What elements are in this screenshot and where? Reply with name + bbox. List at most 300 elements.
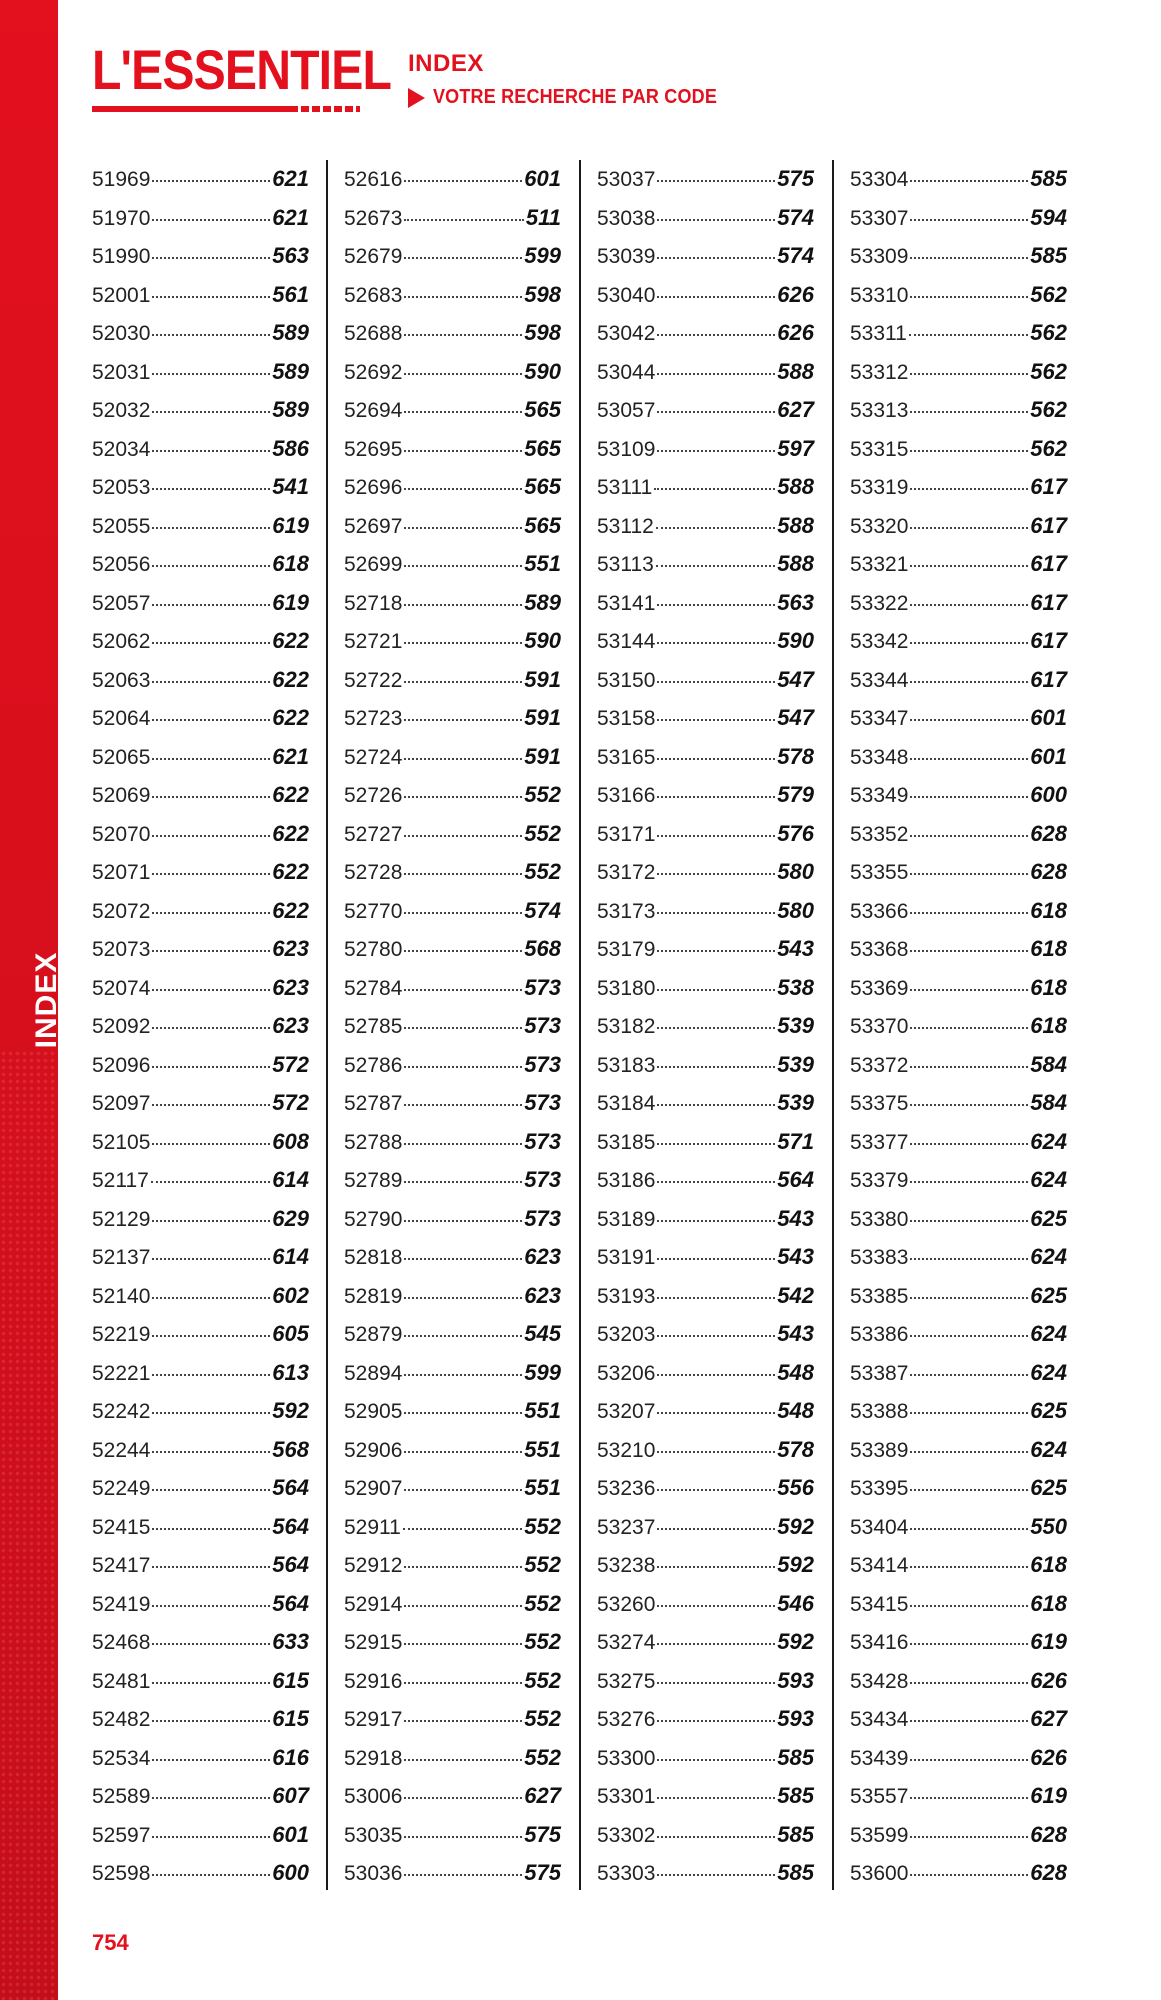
index-row (92, 1277, 309, 1316)
index-row (344, 314, 561, 353)
dot-leader (910, 1552, 1028, 1568)
dot-leader (910, 436, 1028, 452)
dot-leader (910, 1437, 1028, 1453)
dot-leader (152, 359, 270, 375)
index-code: 53310 (850, 283, 909, 307)
index-page: 584 (1030, 1051, 1067, 1077)
dot-leader (404, 397, 522, 413)
index-row (850, 930, 1067, 969)
index-code: 53414 (850, 1554, 909, 1577)
index-page: 624 (1030, 1436, 1067, 1462)
index-page: 551 (524, 1398, 561, 1423)
dot-leader (657, 975, 775, 991)
index-row (850, 1315, 1067, 1354)
index-page: 624 (1030, 1128, 1067, 1154)
index-row (344, 545, 561, 584)
index-page: 574 (777, 243, 814, 268)
column-separator (579, 160, 581, 1890)
index-page: 547 (777, 705, 814, 730)
index-row (850, 969, 1067, 1008)
index-code: 51990 (92, 245, 151, 268)
dot-leader (152, 936, 270, 952)
dot-leader (404, 205, 524, 221)
index-row (344, 892, 561, 931)
index-page: 592 (777, 1552, 814, 1577)
column-separator (832, 160, 834, 1890)
dot-leader (910, 1283, 1028, 1299)
index-page: 561 (272, 281, 309, 307)
index-row (344, 353, 561, 392)
index-row (344, 738, 561, 777)
index-page: 617 (1030, 589, 1067, 615)
index-code: 52034 (92, 437, 151, 461)
dot-leader (404, 628, 522, 644)
index-row (597, 776, 814, 815)
index-code: 52789 (344, 1169, 403, 1192)
index-row (344, 1046, 561, 1085)
index-page: 622 (272, 666, 309, 692)
index-row (92, 545, 309, 584)
dot-leader (657, 782, 775, 798)
logo-underline (92, 106, 360, 112)
index-row (597, 353, 814, 392)
index-page: 623 (524, 1244, 561, 1269)
index-row (92, 237, 309, 276)
index-row (597, 314, 814, 353)
dot-leader (657, 205, 775, 221)
dot-leader (152, 859, 270, 875)
dot-leader (404, 513, 522, 529)
index-row (344, 622, 561, 661)
index-code: 52722 (344, 668, 403, 692)
dot-leader (152, 898, 270, 914)
index-row (344, 276, 561, 315)
index-code: 51969 (92, 168, 151, 191)
index-page: 590 (524, 628, 561, 653)
dot-leader (404, 744, 522, 760)
index-page: 594 (1030, 204, 1067, 230)
index-row (850, 160, 1067, 199)
index-page: 543 (777, 936, 814, 961)
index-code: 53366 (850, 899, 909, 923)
index-code: 52723 (344, 707, 403, 730)
index-row (850, 199, 1067, 238)
dot-leader (910, 1013, 1028, 1029)
dot-leader (657, 898, 775, 914)
dot-leader (657, 1552, 775, 1568)
index-row (344, 1623, 561, 1662)
index-row (344, 468, 561, 507)
index-code: 52916 (344, 1669, 403, 1693)
index-page: 592 (272, 1398, 309, 1423)
index-code: 53111 (597, 476, 653, 499)
index-row (850, 622, 1067, 661)
index-code: 53191 (597, 1246, 656, 1269)
index-code: 53428 (850, 1669, 909, 1693)
index-row (597, 1739, 814, 1778)
index-page: 585 (777, 1860, 814, 1885)
index-row (92, 1662, 309, 1701)
index-code: 53311 (850, 322, 907, 345)
index-page: 602 (272, 1282, 309, 1308)
index-code: 53035 (344, 1823, 403, 1847)
index-page: 623 (272, 1013, 309, 1038)
index-code: 52092 (92, 1015, 151, 1038)
index-page: 543 (777, 1244, 814, 1269)
index-code: 53379 (850, 1169, 909, 1192)
dot-leader (152, 320, 270, 336)
index-row (92, 1084, 309, 1123)
dot-leader (404, 166, 522, 182)
index-code: 52468 (92, 1631, 151, 1654)
index-page: 564 (777, 1167, 814, 1192)
index-page: 539 (777, 1090, 814, 1115)
index-row (597, 815, 814, 854)
index-code: 52879 (344, 1323, 403, 1346)
dot-leader (910, 1167, 1028, 1183)
index-row (92, 661, 309, 700)
index-code: 52221 (92, 1361, 151, 1385)
dot-leader (152, 166, 270, 182)
index-code: 52694 (344, 399, 403, 422)
dot-leader (152, 821, 270, 837)
index-code: 52784 (344, 976, 403, 1000)
index-code: 52727 (344, 822, 403, 846)
index-page: 590 (524, 358, 561, 384)
index-code: 53313 (850, 399, 909, 422)
index-row (597, 1123, 814, 1162)
index-code: 53383 (850, 1246, 909, 1269)
index-row (597, 1238, 814, 1277)
dot-leader (404, 474, 522, 490)
index-row (850, 1662, 1067, 1701)
index-code: 53189 (597, 1207, 656, 1231)
index-code: 52096 (92, 1053, 151, 1077)
index-page: 601 (272, 1821, 309, 1847)
dot-leader (657, 590, 775, 606)
index-code: 52482 (92, 1708, 151, 1731)
dot-leader (404, 705, 522, 721)
index-code: 52683 (344, 283, 403, 307)
index-code: 52140 (92, 1284, 151, 1308)
dot-leader (910, 628, 1028, 644)
index-page: 621 (272, 743, 309, 769)
dot-leader (152, 1783, 270, 1799)
index-code: 53038 (597, 206, 656, 230)
index-row (92, 853, 309, 892)
index-page: 574 (777, 204, 814, 230)
index-row (344, 1084, 561, 1123)
index-page: 575 (777, 166, 814, 191)
index-page: 588 (777, 512, 814, 538)
index-code: 53057 (597, 399, 656, 422)
dot-leader (152, 1629, 270, 1645)
dot-leader (657, 628, 775, 644)
index-page: 592 (777, 1629, 814, 1654)
index-page: 590 (777, 628, 814, 653)
index-code: 52786 (344, 1053, 403, 1077)
index-code: 53319 (850, 476, 909, 499)
index-row (344, 1200, 561, 1239)
index-code: 52692 (344, 360, 403, 384)
index-page: 598 (524, 281, 561, 307)
dot-leader (404, 1090, 522, 1106)
dot-leader (910, 1398, 1028, 1414)
index-code: 52242 (92, 1400, 151, 1423)
index-page: 589 (272, 358, 309, 384)
index-page: 568 (524, 936, 561, 961)
index-row (92, 1700, 309, 1739)
dot-leader (656, 551, 775, 567)
index-code: 52417 (92, 1554, 151, 1577)
dot-leader (909, 320, 1028, 336)
index-page: 622 (272, 705, 309, 730)
index-page: 562 (1030, 281, 1067, 307)
index-page: 628 (1030, 859, 1067, 884)
dot-leader (910, 1629, 1028, 1645)
index-page: 617 (1030, 551, 1067, 576)
index-page: 562 (1030, 358, 1067, 384)
index-code: 53006 (344, 1785, 403, 1808)
index-page: 556 (777, 1475, 814, 1500)
index-page: 565 (524, 397, 561, 422)
index-page: 564 (272, 1513, 309, 1539)
index-row (597, 930, 814, 969)
dot-leader (657, 1244, 775, 1260)
index-row (597, 1354, 814, 1393)
index-code: 53352 (850, 822, 909, 846)
index-code: 53179 (597, 938, 656, 961)
index-code: 53309 (850, 245, 909, 268)
index-row (92, 1431, 309, 1470)
index-code: 52894 (344, 1361, 403, 1385)
dot-leader (152, 1052, 270, 1068)
index-page: 623 (272, 974, 309, 1000)
index-code: 53370 (850, 1015, 909, 1038)
dot-leader (657, 859, 775, 875)
index-page: 585 (1030, 166, 1067, 191)
brand-logo (92, 38, 392, 116)
index-page: 625 (1030, 1475, 1067, 1500)
index-page: 599 (524, 243, 561, 268)
index-code: 53109 (597, 437, 656, 461)
index-page: 600 (272, 1860, 309, 1885)
index-page: 568 (272, 1436, 309, 1462)
index-page: 617 (1030, 512, 1067, 538)
dot-leader (152, 1437, 270, 1453)
index-code: 52787 (344, 1092, 403, 1115)
index-page: 589 (524, 589, 561, 615)
index-row (597, 430, 814, 469)
dot-leader (910, 513, 1028, 529)
index-page: 551 (524, 1475, 561, 1500)
index-code: 53312 (850, 360, 909, 384)
dot-leader (152, 667, 270, 683)
index-page: 552 (524, 1590, 561, 1616)
index-row (597, 1277, 814, 1316)
header-title: INDEX (408, 50, 484, 77)
index-page: 575 (524, 1860, 561, 1885)
index-code: 52616 (344, 168, 403, 191)
index-page: 613 (272, 1359, 309, 1385)
index-code: 53302 (597, 1823, 656, 1847)
header-subtitle-row (408, 86, 749, 109)
index-code: 53377 (850, 1130, 909, 1154)
index-page: 589 (272, 397, 309, 422)
index-row (850, 1585, 1067, 1624)
index-row (597, 584, 814, 623)
index-page: 585 (1030, 243, 1067, 268)
index-column-1 (92, 160, 309, 1893)
dot-leader (404, 243, 522, 259)
dot-leader (910, 1860, 1028, 1876)
index-row (92, 1585, 309, 1624)
dot-leader (152, 243, 270, 259)
index-row (597, 1816, 814, 1855)
dot-leader (910, 205, 1028, 221)
index-code: 52790 (344, 1207, 403, 1231)
index-code: 52906 (344, 1438, 403, 1462)
index-page: 601 (524, 166, 561, 191)
index-page: 621 (272, 204, 309, 230)
index-page: 624 (1030, 1244, 1067, 1269)
index-row (597, 1585, 814, 1624)
index-row (92, 1200, 309, 1239)
dot-leader (657, 1706, 775, 1722)
index-code: 53404 (850, 1515, 909, 1539)
dot-leader (657, 936, 775, 952)
dot-leader (404, 1745, 522, 1761)
index-page: 618 (1030, 936, 1067, 961)
index-code: 52911 (344, 1515, 401, 1539)
dot-leader (404, 1206, 522, 1222)
dot-leader (404, 667, 522, 683)
dot-leader (152, 1514, 270, 1530)
dot-leader (404, 821, 522, 837)
index-code: 52097 (92, 1092, 151, 1115)
dot-leader (657, 397, 775, 413)
dot-leader (657, 1167, 775, 1183)
index-code: 52069 (92, 784, 151, 807)
index-row (597, 738, 814, 777)
index-row (850, 1007, 1067, 1046)
index-page: 542 (777, 1282, 814, 1308)
index-row (597, 1315, 814, 1354)
index-code: 53387 (850, 1361, 909, 1385)
index-row (850, 1469, 1067, 1508)
index-code: 53355 (850, 861, 909, 884)
dot-leader (910, 667, 1028, 683)
index-row (344, 1546, 561, 1585)
index-code: 53144 (597, 630, 656, 653)
index-code: 53183 (597, 1053, 656, 1077)
index-code: 52073 (92, 938, 151, 961)
index-code: 53037 (597, 168, 656, 191)
dot-leader (152, 1706, 270, 1722)
index-page: 573 (524, 1051, 561, 1077)
index-page: 622 (272, 897, 309, 923)
dot-leader (404, 282, 522, 298)
page-number: 754 (92, 1930, 129, 1955)
dot-leader (152, 397, 270, 413)
index-row (597, 1046, 814, 1085)
dot-leader (404, 320, 522, 336)
index-row (850, 1777, 1067, 1816)
index-code: 53172 (597, 861, 656, 884)
index-code: 52726 (344, 784, 403, 807)
dot-leader (152, 975, 270, 991)
dot-leader (152, 1822, 270, 1838)
index-row (597, 699, 814, 738)
index-page: 628 (1030, 820, 1067, 846)
dot-leader (152, 1360, 270, 1376)
index-code: 52724 (344, 745, 403, 769)
index-code: 53042 (597, 322, 656, 345)
dot-leader (657, 1129, 775, 1145)
index-row (344, 1392, 561, 1431)
dot-leader (404, 1321, 522, 1337)
index-code: 53380 (850, 1207, 909, 1231)
index-row (92, 1508, 309, 1547)
dot-leader (910, 1052, 1028, 1068)
header-subtitle: VOTRE RECHERCHE PAR CODE (433, 86, 718, 108)
index-row (597, 1007, 814, 1046)
dot-leader (404, 1167, 522, 1183)
index-page: 580 (777, 897, 814, 923)
dot-leader (404, 1783, 522, 1799)
index-row (344, 1469, 561, 1508)
index-row (850, 1238, 1067, 1277)
index-row (597, 1469, 814, 1508)
index-code: 53348 (850, 745, 909, 769)
index-code: 53395 (850, 1477, 909, 1500)
index-row (344, 1277, 561, 1316)
index-code: 52249 (92, 1477, 151, 1500)
dot-leader (657, 1437, 775, 1453)
index-code: 52074 (92, 976, 151, 1000)
index-page: 622 (272, 628, 309, 653)
dot-leader (657, 1668, 775, 1684)
index-row (92, 892, 309, 931)
dot-leader (910, 1668, 1028, 1684)
index-code: 52818 (344, 1246, 403, 1269)
index-code: 52030 (92, 322, 151, 345)
index-row (92, 1392, 309, 1431)
index-code: 52481 (92, 1669, 151, 1693)
index-code: 52673 (344, 206, 403, 230)
index-row (92, 815, 309, 854)
index-row (850, 1854, 1067, 1893)
dot-leader (404, 1822, 522, 1838)
index-row (850, 1431, 1067, 1470)
index-code: 52070 (92, 822, 151, 846)
index-code: 53322 (850, 591, 909, 615)
index-row (597, 545, 814, 584)
index-row (597, 1431, 814, 1470)
index-code: 53141 (597, 591, 656, 615)
dot-leader (910, 936, 1028, 952)
dot-leader (657, 1591, 775, 1607)
index-page: 618 (1030, 1590, 1067, 1616)
index-code: 53180 (597, 976, 656, 1000)
dot-leader (910, 1475, 1028, 1491)
index-page: 625 (1030, 1282, 1067, 1308)
index-page: 539 (777, 1051, 814, 1077)
index-page: 550 (1030, 1513, 1067, 1539)
dot-leader (404, 1244, 522, 1260)
dot-leader (910, 744, 1028, 760)
dot-leader (910, 397, 1028, 413)
